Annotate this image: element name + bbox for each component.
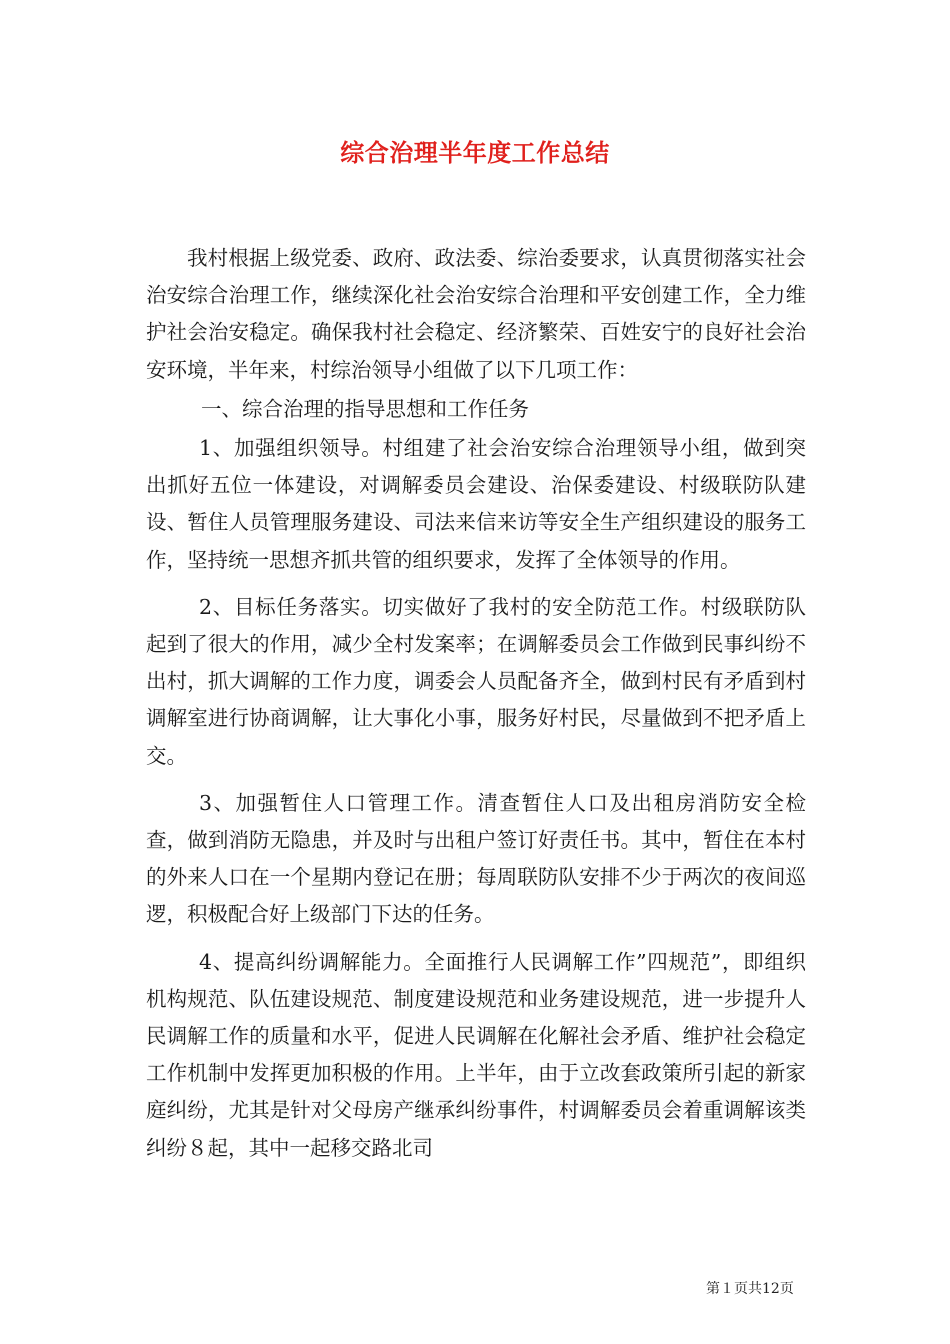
item-paragraph-3: 3、加强暂住人口管理工作。清查暂住人口及出租房消防安全检查，做到消防无隐患，并及时与出租户签订好责任书。其中，暂住在本村的外来人口在一个星期内登记在册；每周联防队安排不少于两次的夜间巡逻，积极配合好上级部门下达的任务。 [146,790,806,927]
intro-paragraph: 我村根据上级党委、政府、政法委、综治委要求，认真贯彻落实社会治安综合治理工作，继续深化社会治安综合治理和平安创建工作，全力维护社会治安稳定。确保我村社会稳定、经济繁荣、百姓安宁的良好社会治安环境，半年来，村综治领导小组做了以下几项工作： [146,246,806,382]
document-body [146,240,806,1167]
section-heading: 一、综合治理的指导思想和工作任务 [201,396,529,421]
item-paragraph-2: 2、目标任务落实。切实做好了我村的安全防范工作。村级联防队起到了很大的作用，减少全村发案率；在调解委员会工作做到民事纠纷不出村，抓大调解的工作力度，调委会人员配备齐全，做到村民有矛盾到村调解室进行协商调解，让大事化小事，服务好村民，尽量做到不把矛盾上交。 [146,594,806,768]
page-number: 第１页共12页 [706,1281,794,1297]
document-title: 综合治理半年度工作总结 [340,138,610,167]
item-paragraph-1: 1、加强组织领导。村组建了社会治安综合治理领导小组，做到突出抓好五位一体建设，对调解委员会建设、治保委建设、村级联防队建设、暂住人员管理服务建设、司法来信来访等安全生产组织建设的服务工作，坚持统一思想齐抓共管的组织要求，发挥了全体领导的作用。 [146,436,806,572]
item-paragraph-4: 4、提高纠纷调解能力。全面推行人民调解工作”四规范”，即组织机构规范、队伍建设规范、制度建设规范和业务建设规范，进一步提升人民调解工作的质量和水平，促进人民调解在化解社会矛盾、维护社会稳定工作机制中发挥更加积极的作用。上半年，由于立改套政策所引起的新家庭纠纷，尤其是针对父母房产继承纠纷事件，村调解委员会着重调解该类纠纷８起，其中一起移交路北司 [146,949,806,1160]
